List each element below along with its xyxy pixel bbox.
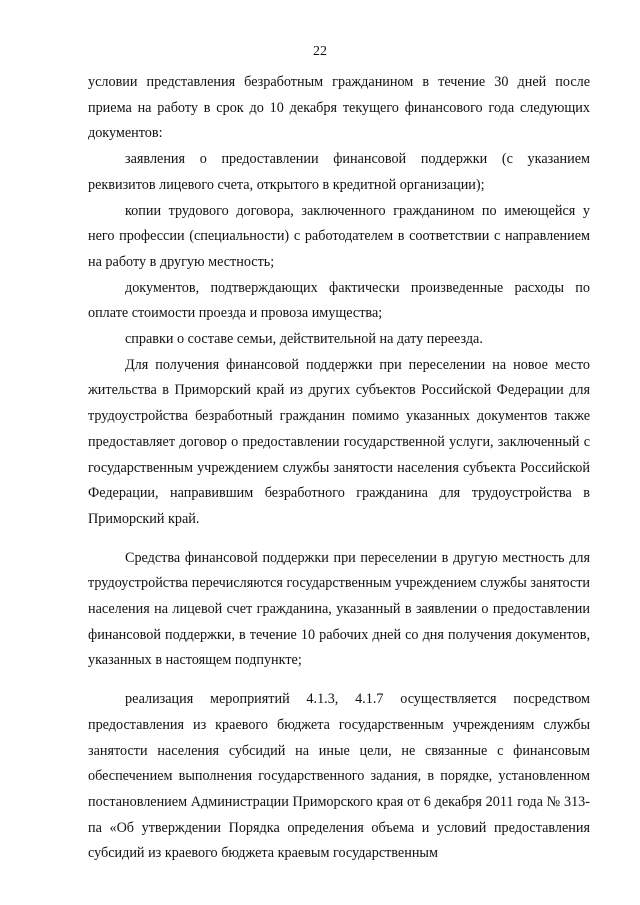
paragraph-application: заявления о предоставлении финансовой поддержки (с указанием реквизитов лицевого счета, открытого в кредитной организации); <box>88 151 590 193</box>
paragraph-conditions: условии представления безработным гражданином в течение 30 дней после приема на работу в срок до 10 декабря текущего финансового года следующих документов: <box>88 74 590 142</box>
paragraph-funds-transfer: Средства финансовой поддержки при переселении в другую местность для трудоустройства перечисляются государственным учреждением службы занятости населения на лицевой счет гражданина, указанный в заявлении о предоставлении финансовой поддержки, в течение 10 рабочих дней со дня получения документов, указанных в настоящем подпункте; <box>88 549 590 669</box>
document-body <box>88 70 590 867</box>
paragraph-family-certificate: справки о составе семьи, действительной на дату переезда. <box>125 331 483 348</box>
paragraph-expense-documents: документов, подтверждающих фактически произведенные расходы по оплате стоимости проезда и провоза имущества; <box>88 279 590 322</box>
paragraph-contract-copy: копии трудового договора, заключенного гражданином по имеющейся у него профессии (специальности) с работодателем в соответствии с направлением на работу в другую местность; <box>88 202 590 270</box>
paragraph-subsidies: реализация мероприятий 4.1.3, 4.1.7 осуществляется посредством предоставления из краевого бюджета государственным учреждениям службы занятости населения субсидий на иные цели, не связанные с финансовым обеспечением выполнения государственного задания, в порядке, установленном постановлением Администрации Приморского края от 6 декабря 2011 года № 313-па «Об утверждении Порядка определения объема и условий предоставления субсидий из краевого бюджета краевым государственным <box>88 691 590 862</box>
paragraph-relocation-support: Для получения финансовой поддержки при переселении на новое место жительства в Приморский край из других субъектов Российской Федерации для трудоустройства безработный гражданин помимо указанных документов также предоставляет договор о предоставлении государственной услуги, заключенный с государственным учреждением службы занятости населения субъекта Российской Федерации, направившим безработного гражданина для трудоустройства в Приморский край. <box>88 356 590 527</box>
page-number: 22 <box>313 44 327 59</box>
